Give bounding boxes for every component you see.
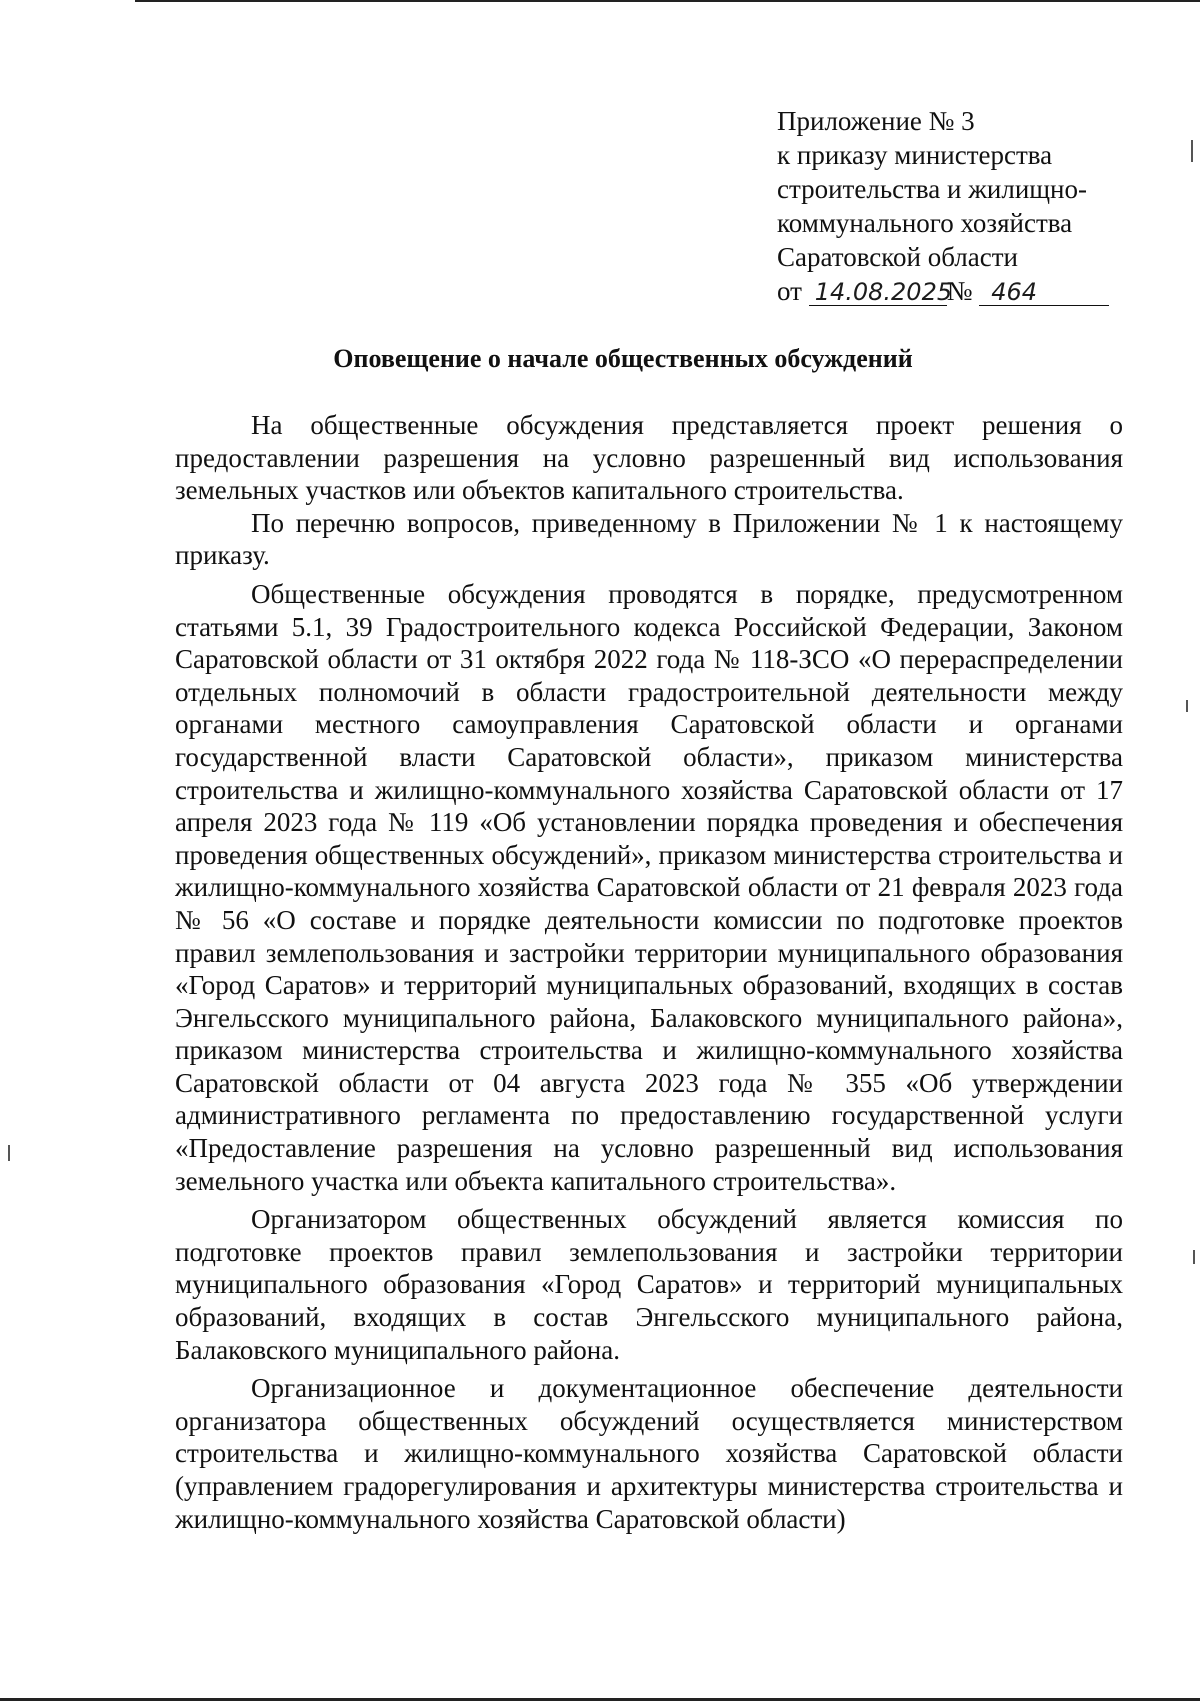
scan-border-bottom bbox=[0, 1698, 1200, 1701]
number-sign: № bbox=[946, 276, 973, 306]
scan-border-top bbox=[135, 0, 1200, 2]
appendix-header bbox=[777, 104, 1107, 308]
appendix-ministry-line: коммунального хозяйства bbox=[777, 208, 1073, 238]
document-body bbox=[175, 409, 1123, 1535]
paragraph: По перечню вопросов, приведенному в Приложении № 1 к настоящему приказу. bbox=[175, 507, 1123, 571]
scan-speck bbox=[1193, 1250, 1195, 1264]
date-prefix: от bbox=[777, 276, 802, 306]
appendix-order-ref: к приказу министерства bbox=[777, 140, 1053, 170]
paragraph: На общественные обсуждения представляется проект решения о предоставлении разрешения на условно разрешенный вид использования земельных участков или объектов капитального строительства. bbox=[175, 410, 1123, 506]
paragraph: Организатором общественных обсуждений является комиссия по подготовке проектов правил землепользования и застройки территории муниципального образования «Город Саратов» и территорий муниципальных образований, входящих в состав Энгельсского муниципального района, Балаковского муниципального района. bbox=[175, 1204, 1123, 1365]
handwritten-number: 464 bbox=[979, 275, 1109, 306]
appendix-ministry-line: строительства и жилищно- bbox=[777, 174, 1087, 204]
order-date-number bbox=[777, 274, 1107, 308]
scan-speck bbox=[1191, 140, 1193, 162]
paragraph: Организационное и документационное обеспечение деятельности организатора общественных обсуждений осуществляется министерством строительства и жилищно-коммунального хозяйства Саратовской области (управлением градорегулирования и архитектуры министерства строительства и жилищно-коммунального хозяйства Саратовской области) bbox=[175, 1373, 1123, 1534]
document-title: Оповещение о начале общественных обсуждений bbox=[333, 344, 913, 373]
handwritten-date: 14.08.2025 bbox=[809, 275, 947, 306]
scan-speck bbox=[8, 1145, 10, 1161]
scan-speck bbox=[1186, 700, 1188, 712]
appendix-region: Саратовской области bbox=[777, 242, 1018, 272]
appendix-number: Приложение № 3 bbox=[777, 106, 975, 136]
paragraph: Общественные обсуждения проводятся в порядке, предусмотренном статьями 5.1, 39 Градостроительного кодекса Российской Федерации, Законом Саратовской области от 31 октября 2022 года № 118-ЗСО «О перераспределении отдельных полномочий в области градостроительной деятельности между органами местного самоуправления Саратовской области и органами государственной власти Саратовской области», приказом министерства строительства и жилищно-коммунального хозяйства Саратовской области от 17 апреля 2023 года № 119 «Об установлении порядка проведения и обеспечения проведения общественных обсуждений», приказом министерства строительства и жилищно-коммунального хозяйства Саратовской области от 21 февраля 2023 года № 56 «О составе и порядке деятельности комиссии по подготовке проектов правил землепользования и застройки территории муниципального образования «Город Саратов» и территорий муниципальных образований, входящих в состав Энгельсского муниципального района, Балаковского муниципального района», приказом министерства строительства и жилищно-коммунального хозяйства Саратовской области от 04 августа 2023 года № 355 «Об утверждении административного регламента по предоставлению государственной услуги «Предоставление разрешения на условно разрешенный вид использования земельного участка или объекта капитального строительства». bbox=[175, 578, 1123, 1196]
